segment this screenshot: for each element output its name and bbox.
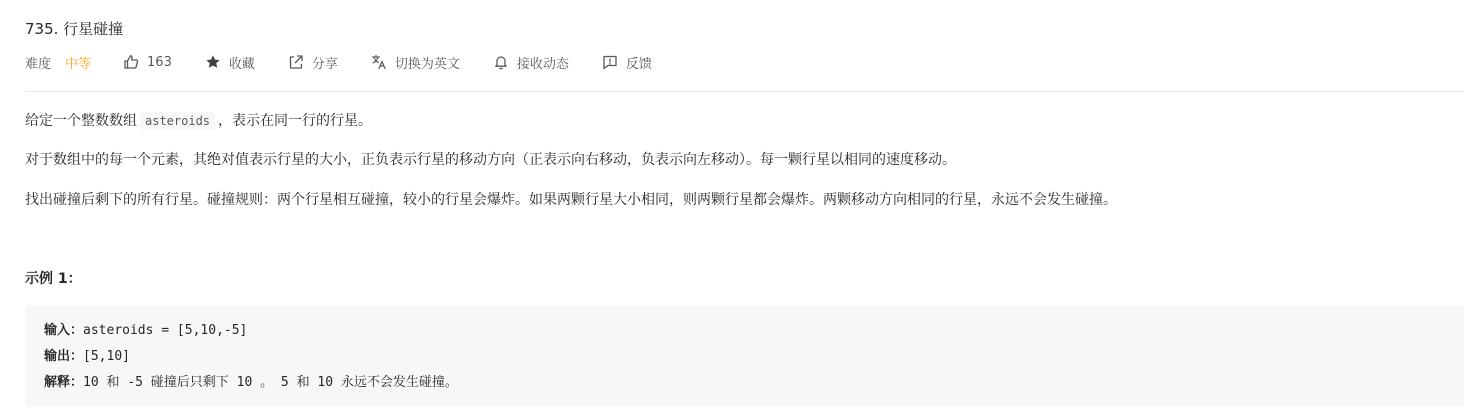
- like-count: 163: [147, 54, 172, 70]
- example-explanation-line: [44, 373, 458, 393]
- translate-icon: [371, 54, 387, 70]
- notify-button[interactable]: [493, 53, 569, 72]
- divider: [25, 91, 1464, 92]
- share-icon: [288, 54, 304, 70]
- output-value: [5,10]: [83, 349, 130, 364]
- example-output-line: [44, 347, 130, 367]
- problem-meta-bar: [25, 52, 685, 72]
- example-heading: 示例 1：: [25, 271, 82, 287]
- bell-icon: [493, 54, 509, 70]
- translate-label: 切换为英文: [394, 56, 460, 72]
- description-text: ，表示在同一行的行星。: [218, 113, 373, 129]
- favorite-label: 收藏: [228, 56, 255, 72]
- example-block: [25, 305, 1464, 407]
- difficulty-value: 中等: [65, 56, 92, 72]
- description-paragraph-3: 找出碰撞后剩下的所有行星。碰撞规则：两个行星相互碰撞，较小的行星会爆炸。如果两颗行星大小相同，则两颗行星都会爆炸。两颗移动方向相同的行星，永远不会发生碰撞。: [25, 192, 1117, 208]
- output-label: 输出：: [44, 349, 84, 364]
- problem-title: 735. 行星碰撞: [25, 20, 124, 38]
- feedback-button[interactable]: [602, 53, 652, 72]
- example-input-line: [44, 321, 247, 341]
- description-paragraph-2: 对于数组中的每一个元素，其绝对值表示行星的大小，正负表示行星的移动方向（正表示向右移动，负表示向左移动）。每一颗行星以相同的速度移动。: [25, 152, 956, 168]
- description-paragraph-1: [25, 111, 372, 131]
- input-label: 输入：: [44, 323, 84, 338]
- explanation-label: 解释：: [44, 375, 84, 390]
- explanation-value: 10 和 -5 碰撞后只剩下 10 。 5 和 10 永远不会发生碰撞。: [83, 375, 458, 390]
- translate-button[interactable]: [371, 53, 460, 72]
- thumbs-up-icon: [123, 54, 139, 70]
- feedback-label: 反馈: [625, 56, 652, 72]
- input-value: asteroids = [5,10,-5]: [83, 323, 248, 338]
- notify-label: 接收动态: [516, 56, 569, 72]
- share-label: 分享: [311, 56, 338, 72]
- feedback-icon: [602, 54, 618, 70]
- inline-code: asteroids: [140, 112, 215, 130]
- difficulty-label: 难度: [25, 56, 52, 72]
- star-icon: [205, 54, 221, 70]
- favorite-button[interactable]: [205, 53, 255, 72]
- share-button[interactable]: [288, 53, 338, 72]
- description-text: 给定一个整数数组: [25, 113, 137, 129]
- like-button[interactable]: [123, 54, 172, 70]
